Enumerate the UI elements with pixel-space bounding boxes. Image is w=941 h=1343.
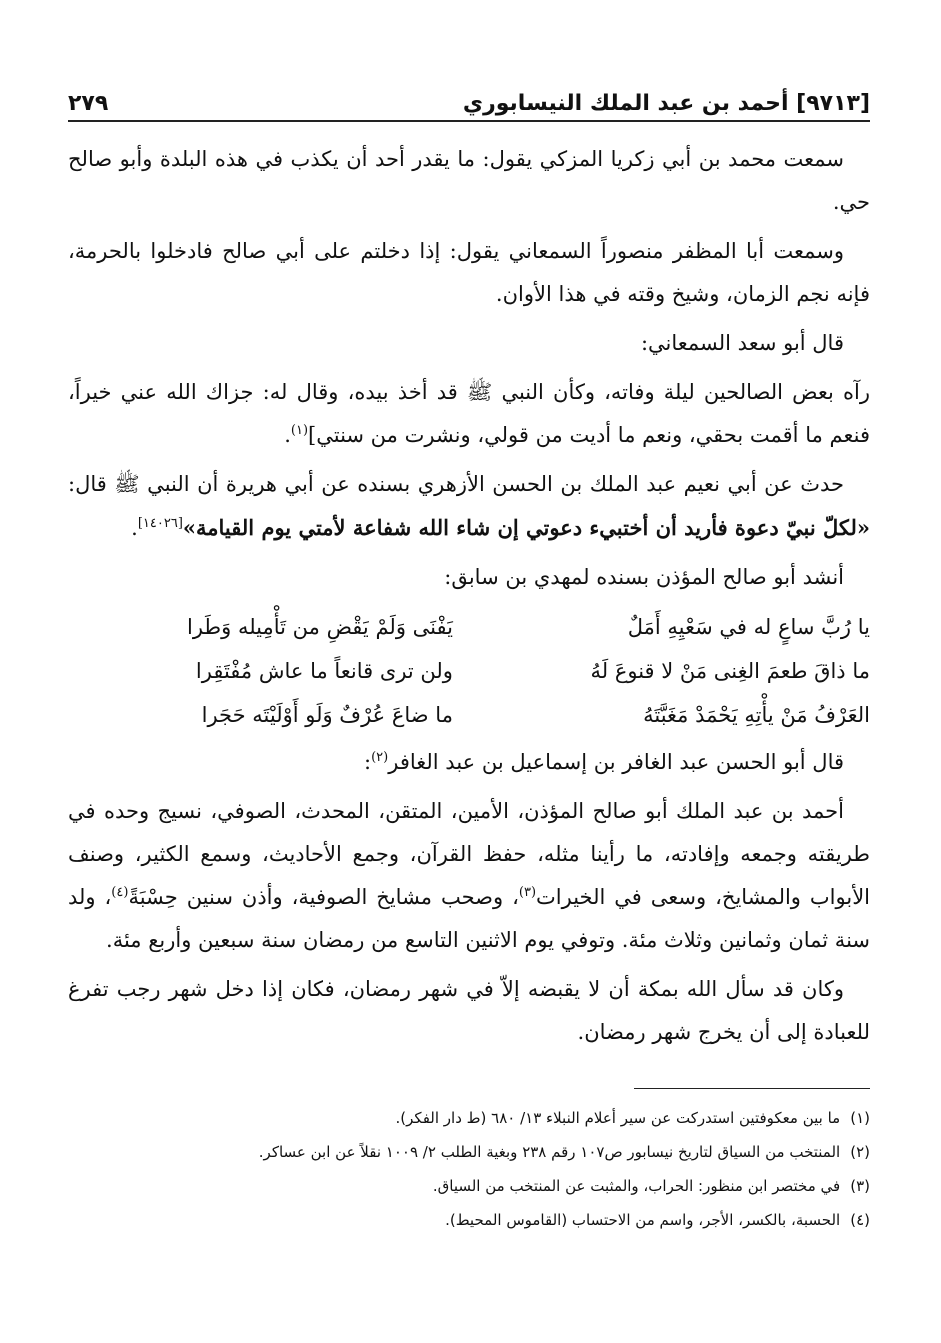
footnote-text: ما بين معكوفتين استدركت عن سير أعلام النبلاء ١٣/ ٦٨٠ (ط دار الفكر).	[395, 1109, 841, 1127]
verse-first-half: يا رُبَّ ساعٍ له في سَعْيِهِ أَمَلٌ	[627, 615, 870, 639]
verse-line	[68, 693, 870, 737]
footnote-ref: (٣)	[518, 885, 537, 900]
paragraph-end: .	[131, 516, 138, 540]
paragraph-end: :	[364, 750, 372, 774]
paragraph: أنشد أبو صالح المؤذن بسنده لمهدي بن سابق:	[444, 565, 844, 589]
paragraph-end: .	[284, 423, 291, 447]
paragraph-text: أحمد بن عبد الملك أبو صالح المؤذن، الأمين، المتقن، المحدث، الصوفي، نسيج وحده في طريقته وجمعه وإفادته، ما رأينا مثله، حفظ القرآن، وجمع الأحاديث، وسمع الكثير، وصنف الأبواب والمشايخ، وسعى في الخيرات	[68, 799, 871, 909]
footnote-text: الحسبة، بالكسر، الأجر، واسم من الاحتساب (القاموس المحيط).	[445, 1211, 841, 1229]
verse-second-half: ما ضاعَ عُرْفٌ وَلَو أَوْلَيْتَه حَجَرا	[201, 703, 453, 727]
paragraph	[68, 790, 870, 962]
footnote-text: المنتخب من السياق لتاريخ نيسابور ص١٠٧ رقم ٢٣٨ وبغية الطلب ٢/ ١٠٠٩ نقلاً عن ابن عساكر.	[258, 1143, 841, 1161]
verse-first-half: ما ذاقَ طعمَ الغِنى مَنْ لا قنوعَ لَهُ	[590, 659, 870, 683]
footnote-ref: (٢)	[371, 750, 389, 765]
paragraph-text: حدث عن أبي نعيم عبد الملك بن الحسن الأزهري بسنده عن أبي هريرة أن النبي ﷺ قال:	[68, 472, 844, 496]
footnote-number: (١)	[850, 1109, 870, 1127]
footnote-number: (٤)	[850, 1211, 870, 1229]
paragraph: وكان قد سأل الله بمكة أن لا يقبضه إلاّ في شهر رمضان، فكان إذا دخل شهر رجب تفرغ للعبادة إلى أن يخرج شهر رمضان.	[68, 977, 870, 1044]
page-number: ٢٧٩	[68, 91, 109, 116]
verse-line	[68, 649, 870, 693]
hadith-number: [١٤٠٢٦]	[137, 516, 183, 531]
footnote-divider	[634, 1088, 870, 1089]
paragraph	[68, 741, 870, 784]
footnote	[68, 1203, 870, 1237]
verse-first-half: العَرْفُ مَنْ يأْتِهِ يَحْمَدْ مَغَبَّتَهُ	[643, 703, 870, 727]
verse-second-half: ولن ترى قانعاً ما عاش مُفْتَقِرا	[195, 659, 453, 683]
poem	[68, 605, 870, 737]
hadith-quote: «لكلّ نبيّ دعوة فأريد أن أختبيء دعوتي إن شاء الله شفاعة لأمتي يوم القيامة»	[182, 515, 870, 540]
footnote	[68, 1169, 870, 1203]
book-page	[68, 80, 870, 1280]
footnotes	[68, 1101, 870, 1237]
paragraph-text: ، ولد سنة ثمان وثمانين وثلاث مئة. وتوفي يوم الاثنين التاسع من رمضان سنة سبعين وأربع مئة.	[68, 885, 870, 952]
verse-line	[68, 605, 870, 649]
footnote-ref: (١)	[290, 423, 309, 438]
paragraph: وسمعت أبا المظفر منصوراً السمعاني يقول: إذا دخلتم على أبي صالح فادخلوا بالحرمة، فإنه نجم الزمان، وشيخ وقته في هذا الأوان.	[68, 239, 870, 306]
footnote-number: (٢)	[850, 1143, 870, 1161]
footnote-text: في مختصر ابن منظور: الحراب، والمثبت عن المنتخب من السياق.	[432, 1177, 841, 1195]
paragraph: قال أبو سعد السمعاني:	[640, 331, 844, 355]
body-text	[68, 138, 870, 1054]
paragraph-text: رآه بعض الصالحين ليلة وفاته، وكأن النبي ﷺ قد أخذ بيده، وقال له: جزاك الله عني خيراً، فنعم ما أقمت بحقي، ونعم ما أديت من قولي، ونشرت من سنتي]	[68, 380, 870, 447]
footnote-number: (٣)	[850, 1177, 870, 1195]
footnote-ref: (٤)	[111, 885, 129, 900]
paragraph	[68, 371, 870, 457]
paragraph: سمعت محمد بن أبي زكريا المزكي يقول: ما يقدر أحد أن يكذب في هذه البلدة وأبو صالح حي.	[68, 147, 870, 214]
running-title: [٩٧١٣] أحمد بن عبد الملك النيسابوري	[462, 91, 870, 116]
footnote	[68, 1101, 870, 1135]
paragraph-text: ، وصحب مشايخ الصوفية، وأذن سنين حِسْبَةً	[128, 885, 519, 909]
verse-second-half: يَفْنَى وَلَمْ يَقْضِ من تَأْمِيله وَطَرا	[187, 615, 453, 639]
paragraph-text: قال أبو الحسن عبد الغافر بن إسماعيل بن عبد الغافر	[388, 750, 844, 774]
page-header	[68, 80, 870, 122]
footnote	[68, 1135, 870, 1169]
paragraph	[68, 463, 870, 550]
